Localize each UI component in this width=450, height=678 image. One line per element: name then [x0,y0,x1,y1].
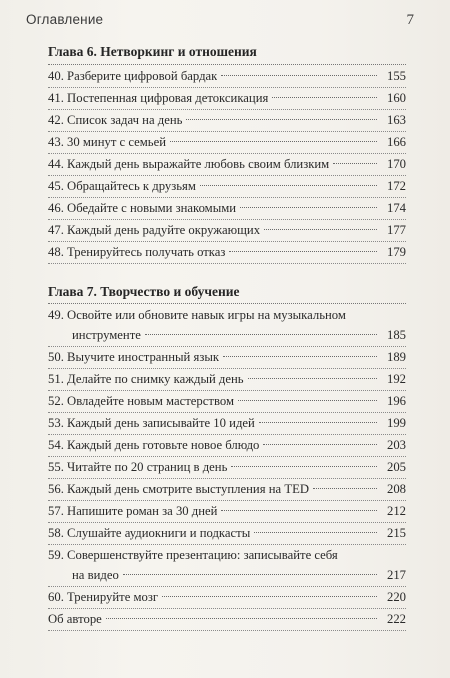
toc-entry-title: 60. Тренируйте мозг [48,590,159,604]
dot-leader [123,574,377,575]
toc-entry[interactable] [48,435,406,457]
dot-leader [248,378,377,379]
dot-leader [186,119,377,120]
toc-entry[interactable] [48,479,406,501]
toc-entry-title: 40. Разберите цифровой бардак [48,69,218,83]
toc-entry-title: 56. Каждый день смотрите выступления на TED [48,482,309,496]
toc-entry-page: 163 [386,113,406,127]
toc-entry[interactable] [48,66,406,88]
toc-entry-page: 196 [386,394,406,408]
toc-entry-page: 177 [386,223,406,237]
toc-entry[interactable] [48,501,406,523]
dot-leader [264,229,377,230]
toc-entry-page: 185 [386,328,406,342]
toc-entry-title: 55. Читайте по 20 страниц в день [48,460,228,474]
toc-entry-title: 59. Совершенствуйте презентацию: записывайте себя [48,548,338,562]
toc-entry[interactable] [48,220,406,242]
dot-leader [263,444,377,445]
toc-entry[interactable] [48,545,406,587]
toc-entry-page: 217 [386,568,406,582]
toc-entry[interactable] [48,198,406,220]
toc-entry-page: 215 [386,526,406,540]
chapter-6-rule [48,64,406,65]
toc-entry-title: 51. Делайте по снимку каждый день [48,372,244,386]
toc-entry-page: 212 [386,504,406,518]
dot-leader [231,466,377,467]
dot-leader [221,75,377,76]
toc-entry-title: 45. Обращайтесь к друзьям [48,179,196,193]
toc-entry-page: 166 [386,135,406,149]
dot-leader [333,163,377,164]
toc-entry-title: 41. Постепенная цифровая детоксикация [48,91,269,105]
dot-leader [200,185,377,186]
toc-entry[interactable] [48,347,406,369]
dot-leader [106,618,377,619]
dot-leader [259,422,377,423]
toc-entry[interactable] [48,523,406,545]
toc-entry-title: 58. Слушайте аудиокниги и подкасты [48,526,251,540]
toc-entry-title: 46. Обедайте с новыми знакомыми [48,201,237,215]
dot-leader [313,488,377,489]
toc-entry-page: 160 [386,91,406,105]
toc-entry[interactable] [48,369,406,391]
toc-entry-page: 174 [386,201,406,215]
toc-entry[interactable] [48,391,406,413]
toc-entry-page: 170 [386,157,406,171]
dot-leader [223,356,377,357]
toc-entry-page: 222 [386,612,406,626]
toc-entry-page: 203 [386,438,406,452]
toc-entry[interactable] [48,587,406,609]
toc-entry-title: 52. Овладейте новым мастерством [48,394,234,408]
toc-entry-page: 192 [386,372,406,386]
toc-entry-title: 44. Каждый день выражайте любовь своим близким [48,157,330,171]
chapter-6-heading: Глава 6. Нетворкинг и отношения [48,44,257,59]
toc-entry[interactable] [48,305,406,347]
toc-entry-title: 50. Выучите иностранный язык [48,350,220,364]
toc-entry-title: 47. Каждый день радуйте окружающих [48,223,261,237]
chapter-7-heading: Глава 7. Творчество и обучение [48,284,240,299]
toc-entry-title: 53. Каждый день записывайте 10 идей [48,416,255,430]
toc-entry-title: 54. Каждый день готовьте новое блюдо [48,438,260,452]
toc-entry-title-continued: инструменте [72,328,141,342]
toc-entry-title: 43. 30 минут с семьей [48,135,167,149]
running-header [26,12,414,32]
toc-entry-page: 205 [386,460,406,474]
toc-entry[interactable] [48,242,406,264]
toc-entry-page: 172 [386,179,406,193]
toc-entry[interactable] [48,88,406,110]
toc-entry-page: 189 [386,350,406,364]
dot-leader [254,532,377,533]
dot-leader [221,510,377,511]
toc-entry-page: 220 [386,590,406,604]
chapter-6-toc-list [48,66,406,264]
toc-entry[interactable] [48,457,406,479]
toc-entry-page: 199 [386,416,406,430]
dot-leader [170,141,377,142]
toc-entry-page: 155 [386,69,406,83]
dot-leader [240,207,377,208]
toc-entry-title: 57. Напишите роман за 30 дней [48,504,218,518]
toc-entry[interactable] [48,176,406,198]
dot-leader [229,251,377,252]
toc-entry-page: 179 [386,245,406,259]
toc-entry-title: Об авторе [48,612,102,626]
toc-entry[interactable] [48,413,406,435]
dot-leader [162,596,377,597]
toc-entry[interactable] [48,132,406,154]
dot-leader [238,400,377,401]
header-page-number: 7 [406,12,414,28]
toc-entry[interactable] [48,609,406,631]
chapter-7-rule [48,303,406,304]
toc-entry-title: 48. Тренируйтесь получать отказ [48,245,226,259]
toc-entry[interactable] [48,154,406,176]
toc-entry-page: 208 [386,482,406,496]
toc-entry-title: 49. Освойте или обновите навык игры на музыкальном [48,308,346,322]
toc-entry-title: 42. Список задач на день [48,113,183,127]
header-title: Оглавление [26,12,104,27]
chapter-7-toc-list [48,305,406,631]
dot-leader [145,334,377,335]
toc-entry-title-continued: на видео [72,568,119,582]
toc-entry[interactable] [48,110,406,132]
dot-leader [272,97,377,98]
